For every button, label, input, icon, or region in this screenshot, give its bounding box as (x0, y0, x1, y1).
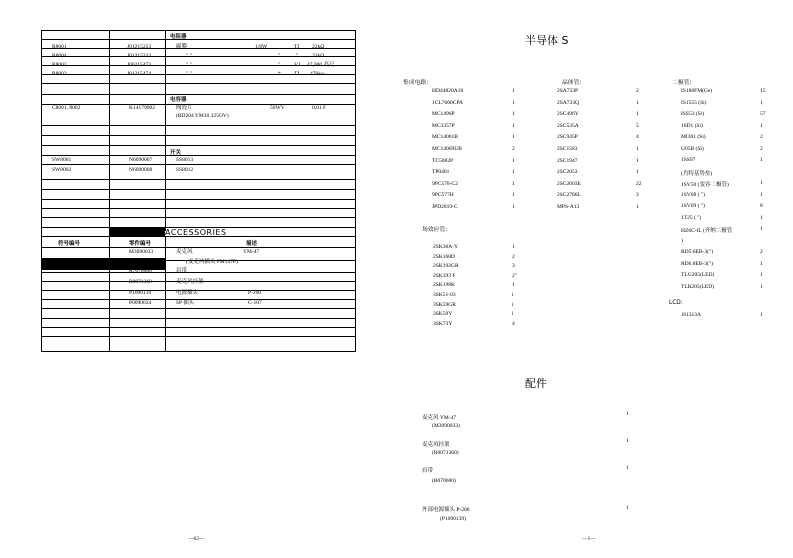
diode-name: MI301 (Si) (681, 134, 706, 140)
transistor-name: 2SC2786L (557, 192, 581, 199)
transistor-qty: 22 (636, 180, 642, 187)
section-capacitor: 电容器 (170, 97, 187, 103)
capacitor-spec: 50WV (270, 105, 285, 111)
ic-qty: 1 (512, 157, 515, 164)
parts-list-table (41, 30, 356, 352)
section-accessories: ACCESSORIES (165, 228, 227, 237)
acc-item-name: 外部电源插头 P-200 (422, 507, 470, 513)
diode-qty: 1 (760, 260, 763, 267)
left-page-number: —62— (188, 536, 205, 542)
ic-qty: 1 (512, 111, 515, 118)
diode-name: IS1555 (Si) (681, 99, 707, 106)
transistor-qty: 5 (636, 122, 639, 129)
resistor-spec2: TI (294, 71, 300, 77)
diode-qty: 1 (760, 272, 763, 278)
ic-name: MC14069UB (432, 146, 462, 152)
switch-ref: SW8002 (52, 167, 72, 173)
resistor-spec2: TJ (294, 44, 300, 50)
ic-qty: 1 (512, 192, 515, 199)
ic-name: MC14001B (432, 134, 458, 141)
acc-item-name: 麦克风挂架 (422, 442, 450, 448)
transistor-name: 2SC945P (557, 134, 578, 141)
capacitor-ref: C8001, 8002 (52, 105, 81, 111)
diode-qty: 8 (760, 203, 763, 209)
ic-qty: 1 (512, 204, 515, 210)
redacted-block (109, 227, 165, 236)
transistor-name: 2SC496Y (557, 111, 579, 118)
ic-qty: 1 (512, 88, 515, 94)
resistor-spec1: 1/8W (255, 44, 268, 50)
diode-name: 1SV68 ( ") (681, 191, 705, 198)
capacitor-value: 0.01 F (312, 105, 327, 111)
transistor-qty: 1 (636, 111, 639, 118)
diode-qty: 1 (760, 99, 763, 106)
ic-name: JPD2819-C (432, 204, 458, 210)
semiconductor-title: 半导体 S (525, 34, 569, 47)
capacitor-code: K14179002 (129, 105, 155, 111)
fet-qty: i (512, 292, 514, 298)
resistor-spec2: " (296, 53, 299, 59)
acc-item-qty: 1 (626, 411, 629, 417)
fet-name: 2SK198K (433, 282, 456, 289)
diode-qty: 1 (760, 180, 763, 186)
diode-name: (肖特基势垒) (681, 170, 713, 177)
acc-code: R0071360 (129, 279, 152, 285)
ic-name: 9PC577H (432, 192, 454, 199)
header-desc: 描述 (246, 241, 258, 247)
fet-qty: 3 (512, 263, 515, 270)
resistor-desc: " " (186, 62, 192, 68)
ic-name: TP0401 (432, 169, 450, 176)
diode-name: ISS53 (Si) (681, 111, 705, 117)
fet-qty: 4 (512, 320, 515, 327)
transistor-header: 晶体管: (562, 80, 582, 86)
transistor-name: 2SA733P (557, 88, 579, 94)
diode-qty: 1 (760, 283, 763, 290)
diode-name: RD5.6EB-3(") (681, 249, 714, 255)
transistor-qty: 2 (636, 88, 639, 94)
transistor-name: 2SC2603E (557, 180, 581, 187)
diode-header: 二极管: (672, 80, 692, 86)
transistor-qty: 4 (636, 134, 639, 141)
acc-spec: YM-47 (243, 249, 260, 255)
transistor-qty: 1 (636, 204, 639, 210)
diode-name: 1T25 ( ") (681, 214, 702, 221)
acc-item-name: 麦克风 YM-47 (422, 415, 457, 421)
resistor-desc: 碳膜 (176, 44, 188, 50)
switch-code: N6090008 (129, 167, 153, 173)
diode-qty: 1 (760, 214, 763, 221)
acc-item-code: (P1090139) (440, 516, 466, 522)
resistor-ref: R8002 (52, 62, 67, 68)
header-part: 零件编号 (129, 241, 152, 247)
transistor-name: 2SC2053 (557, 169, 578, 176)
capacitor-desc: 陶瓷片 (176, 105, 193, 111)
acc-desc: (麦克风插头 FM147P) (186, 259, 238, 265)
ic-header: 集成电路: (403, 80, 429, 86)
diode-qty: 1 (760, 157, 763, 163)
diode-qty: 57 (760, 111, 766, 117)
resistor-code: J00215473 (127, 62, 152, 68)
transistor-name: 2SC1583 (557, 146, 578, 152)
diode-name: ) (681, 237, 683, 244)
acc-code: R7070600 (129, 268, 152, 274)
transistor-qty: 1 (636, 99, 639, 106)
fet-name: 2SK30A-Y (433, 244, 459, 250)
fet-name: 2SK168D (433, 253, 456, 260)
diode-name: 10D1 (Si) (681, 122, 703, 129)
switch-desc: SS8012 (176, 167, 194, 173)
resistor-value: 470kω (310, 71, 325, 77)
ic-qty: 1 (512, 180, 515, 187)
diode-qty: 1 (760, 191, 763, 198)
fet-qty: i (512, 311, 514, 318)
ic-qty: 1 (512, 134, 515, 141)
acc-item-name: 肩带 (422, 468, 434, 474)
diode-qty: 1 (760, 226, 763, 232)
acc-spec: P-200 (248, 290, 262, 296)
fet-qty: 1 (512, 244, 515, 250)
fet-header: 场效应管: (422, 227, 448, 233)
fet-name: 3SK59Y (433, 311, 453, 318)
header-symbol: 符号编号 (58, 241, 81, 247)
acc-desc: 麦克风挂架 (176, 279, 204, 285)
fet-qty: 2" (512, 272, 517, 279)
resistor-code: J01215474 (127, 71, 152, 77)
diode-name: TLR205(LED) (681, 283, 714, 290)
ic-name: MC3357P (432, 122, 455, 129)
ic-name: TC5082P (432, 157, 454, 164)
transistor-qty: 1 (636, 157, 639, 164)
diode-name: TLG205(LED) (681, 272, 715, 278)
resistor-spec1: * (278, 71, 281, 77)
resistor-value: 47,000 高尺 (307, 62, 335, 68)
acc-code: M3090033 (129, 249, 154, 255)
acc-item-code: (M3090033) (432, 423, 460, 429)
resistor-ref: R8004 (52, 53, 67, 59)
resistor-desc: " " (186, 71, 192, 77)
acc-item-code: (R070600) (432, 478, 456, 484)
fet-name: 3SK51-03 (433, 292, 456, 298)
diode-name: IS188FM(Ge) (681, 88, 713, 94)
ic-name: 1CL7660CPA (432, 99, 463, 106)
transistor-qty: 1 (636, 146, 639, 152)
transistor-name: 2SC535A (557, 122, 579, 129)
resistor-ref: R8001 (52, 44, 67, 50)
diode-qty: 1 (760, 122, 763, 129)
resistor-spec1: " (278, 53, 281, 59)
ic-name: HD44820A18 (432, 88, 464, 94)
transistor-name: 2SA733Q (557, 99, 580, 106)
accessories-title: 配件 (525, 377, 547, 390)
resistor-spec1: " (278, 62, 281, 68)
acc-item-qty: 1 (626, 465, 629, 471)
fet-qty: 2 (512, 253, 515, 260)
switch-code: N6090007 (129, 157, 153, 163)
acc-item-qty: 1 (626, 505, 629, 511)
lcd-name: H1313A (682, 312, 701, 318)
resistor-desc: " " (186, 53, 192, 59)
acc-code: P0090034 (129, 300, 152, 306)
fet-name: 3SK59GR (433, 301, 456, 308)
diode-qty: 2 (760, 249, 763, 255)
lcd-header: LCD: (669, 300, 683, 306)
diode-name: U05B (Si) (681, 145, 704, 152)
diode-name: 1SV69 ( ") (681, 203, 705, 209)
right-page-number: —1— (582, 536, 596, 542)
acc-item-code: (R0071360) (432, 450, 459, 456)
resistor-ref: R8003 (52, 71, 67, 77)
switch-ref: SW8001 (52, 157, 72, 163)
switch-desc: SS8013 (176, 157, 194, 163)
transistor-qty: 1 (636, 169, 639, 176)
acc-desc: 电源插头 (176, 290, 199, 296)
diode-name: 1SV50 (变容二极管) (681, 182, 729, 188)
ic-name: 9PC578-C2 (432, 180, 458, 187)
diode-qty: 2 (760, 134, 763, 140)
diode-qty: 15 (760, 88, 766, 94)
capacitor-note: (RD204 YM10 325OV) (176, 113, 229, 119)
resistor-value: 22kΩ (312, 44, 325, 50)
lcd-qty: 1 (760, 312, 763, 318)
col-divider (109, 31, 110, 231)
ic-qty: 1 (512, 169, 515, 176)
resistor-value: 33kΩ (312, 53, 325, 59)
fet-qty: 1 (512, 282, 515, 289)
ic-qty: 1 (512, 99, 515, 106)
fet-name: 3SK73Y (433, 320, 453, 327)
ic-qty: 1 (512, 122, 515, 129)
transistor-qty: 3 (636, 192, 639, 199)
acc-desc: 肩带 (176, 268, 188, 274)
diode-name: HZ6C-IL (齐纳二极管 (681, 228, 733, 234)
section-resistor: 电阻器 (170, 34, 187, 40)
acc-desc: SP 插头 (176, 300, 195, 306)
fet-qty: i (512, 301, 514, 308)
diode-qty: 2 (760, 145, 763, 152)
resistor-code: J01215223 (127, 44, 152, 50)
transistor-name: 2SC1947 (557, 157, 578, 164)
diode-name: 1SS97 (681, 157, 696, 163)
acc-desc: 麦克风 (176, 249, 193, 255)
acc-code: P1090139 (129, 290, 152, 296)
diode-name: RD6.8EB-3(") (681, 260, 714, 267)
ic-qty: 2 (512, 146, 515, 152)
ic-name: MC1496P (432, 111, 455, 118)
fet-name: 2SK193 F (433, 272, 456, 279)
transistor-name: MPS-A13 (557, 204, 580, 210)
resistor-spec2: VJ (294, 62, 301, 68)
acc-spec: C-107 (248, 300, 262, 306)
fet-name: 2SK192GR (433, 263, 459, 270)
acc-item-qty: 1 (626, 438, 629, 444)
col-divider (165, 31, 166, 231)
section-switch: 开关 (170, 150, 182, 156)
resistor-code: J01215333 (127, 53, 152, 59)
